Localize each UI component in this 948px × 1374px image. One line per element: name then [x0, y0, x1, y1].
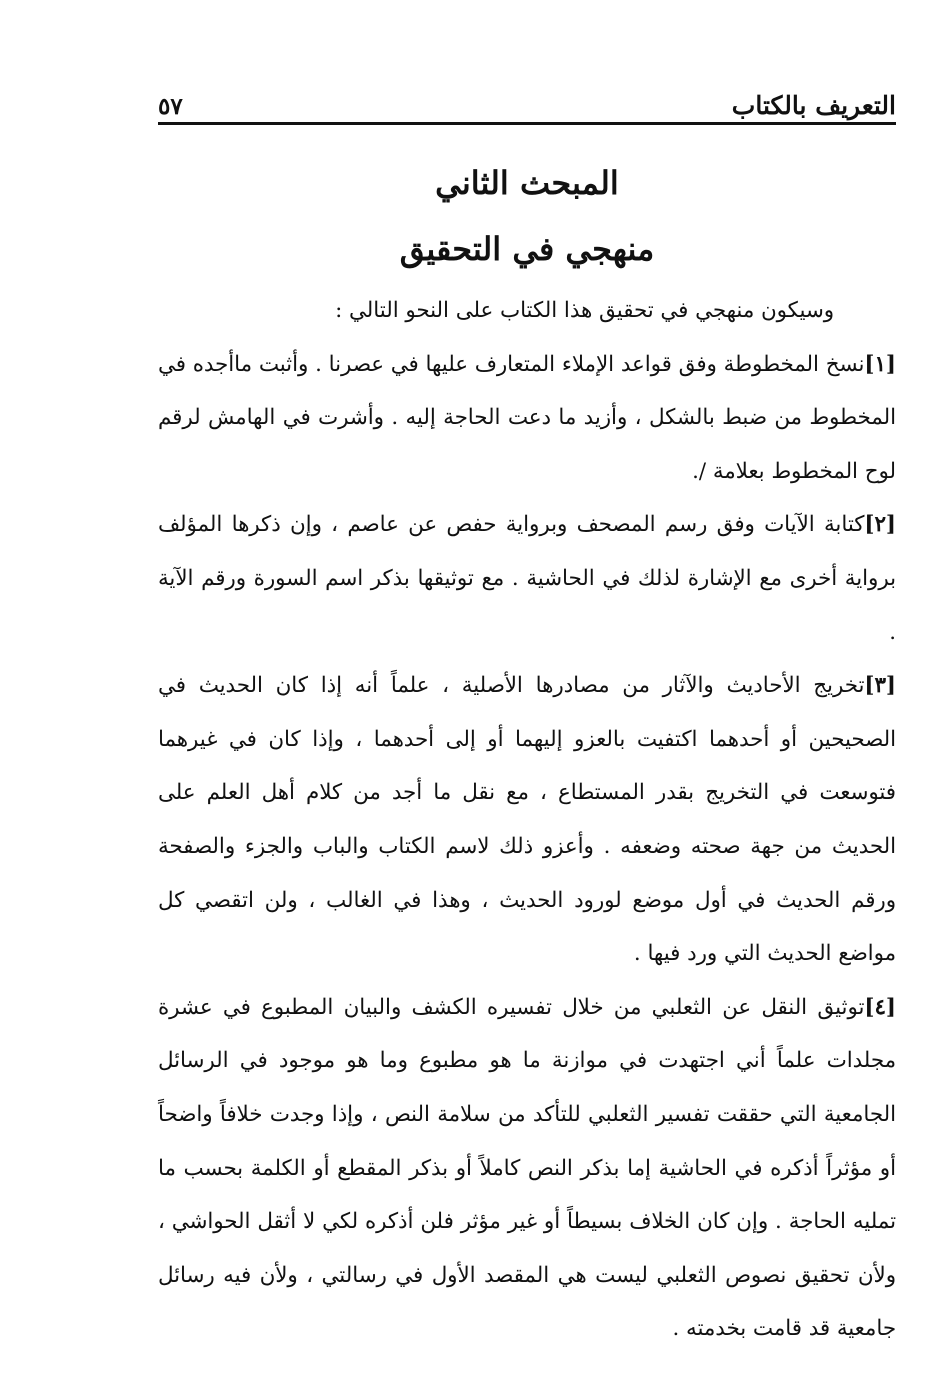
- item-text: توثيق النقل عن الثعلبي من خلال تفسيره الكشف والبيان المطبوع في عشرة مجلدات علماً أني اجتهدت في موازنة ما هو مطبوع وما هو موجود في الرسائل الجامعية التي حققت تفسير الثعلبي للتأكد من سلامة النص ، وإذا وجدت خلافاً واضحاً أو مؤثراً أذكره في الحاشية إما بذكر النص كاملاً أو بذكر المقطع أو الكلمة بحسب ما تمليه الحاجة . وإن كان الخلاف بسيطاً أو غير مؤثر فلن أذكره لكي لا أثقل الحواشي ، ولأن تحقيق نصوص الثعلبي ليست هي المقصد الأول في رسالتي ، ولأن فيه رسائل جامعية قد قامت بخدمته .: [158, 994, 896, 1342]
- item-number: [١]: [864, 351, 896, 377]
- item-number: [٢]: [864, 512, 896, 538]
- running-title: التعريف بالكتاب: [731, 91, 896, 120]
- page-header: [158, 86, 896, 120]
- item-number: [٤]: [864, 994, 896, 1020]
- section-title: المبحث الثاني: [435, 164, 619, 202]
- header-rule: [158, 122, 896, 125]
- list-item-1: [158, 338, 896, 499]
- page-number: ٥٧: [158, 93, 183, 120]
- item-text: نسخ المخطوطة وفق قواعد الإملاء المتعارف عليها في عصرنا . وأثبت ماأجده في المخطوط من ضبط بالشكل ، وأزيد ما دعت الحاجة إليه . وأشرت في الهامش لرقم لوح المخطوط بعلامة /.: [158, 351, 896, 484]
- item-number: [٣]: [864, 673, 896, 699]
- list-item-3: [158, 659, 896, 981]
- item-text: تخريج الأحاديث والآثار من مصادرها الأصلية ، علماً أنه إذا كان الحديث في الصحيحين أو أحدهما اكتفيت بالعزو إليهما أو إلى أحدهما ، وإذا كان في غيرهما فتوسعت في التخريج بقدر المستطاع ، مع نقل ما أجد من كلام أهل العلم على الحديث من جهة صحته وضعفه . وأعزو ذلك لاسم الكتاب والباب والجزء والصفحة ورقم الحديث في أول موضع لورود الحديث ، وهذا في الغالب ، ولن اتقصي كل مواضع الحديث التي ورد فيها .: [158, 673, 896, 967]
- section-subtitle: منهجي في التحقيق: [399, 230, 655, 268]
- intro-paragraph: وسيكون منهجي في تحقيق هذا الكتاب على النحو التالي :: [335, 298, 834, 323]
- item-text: كتابة الآيات وفق رسم المصحف وبرواية حفص عن عاصم ، وإن ذكرها المؤلف برواية أخرى مع الإشارة لذلك في الحاشية . مع توثيقها بذكر اسم السورة ورقم الآية .: [158, 512, 896, 645]
- page-body: [158, 284, 896, 1356]
- list-item-2: [158, 498, 896, 659]
- list-item-4: [158, 981, 896, 1356]
